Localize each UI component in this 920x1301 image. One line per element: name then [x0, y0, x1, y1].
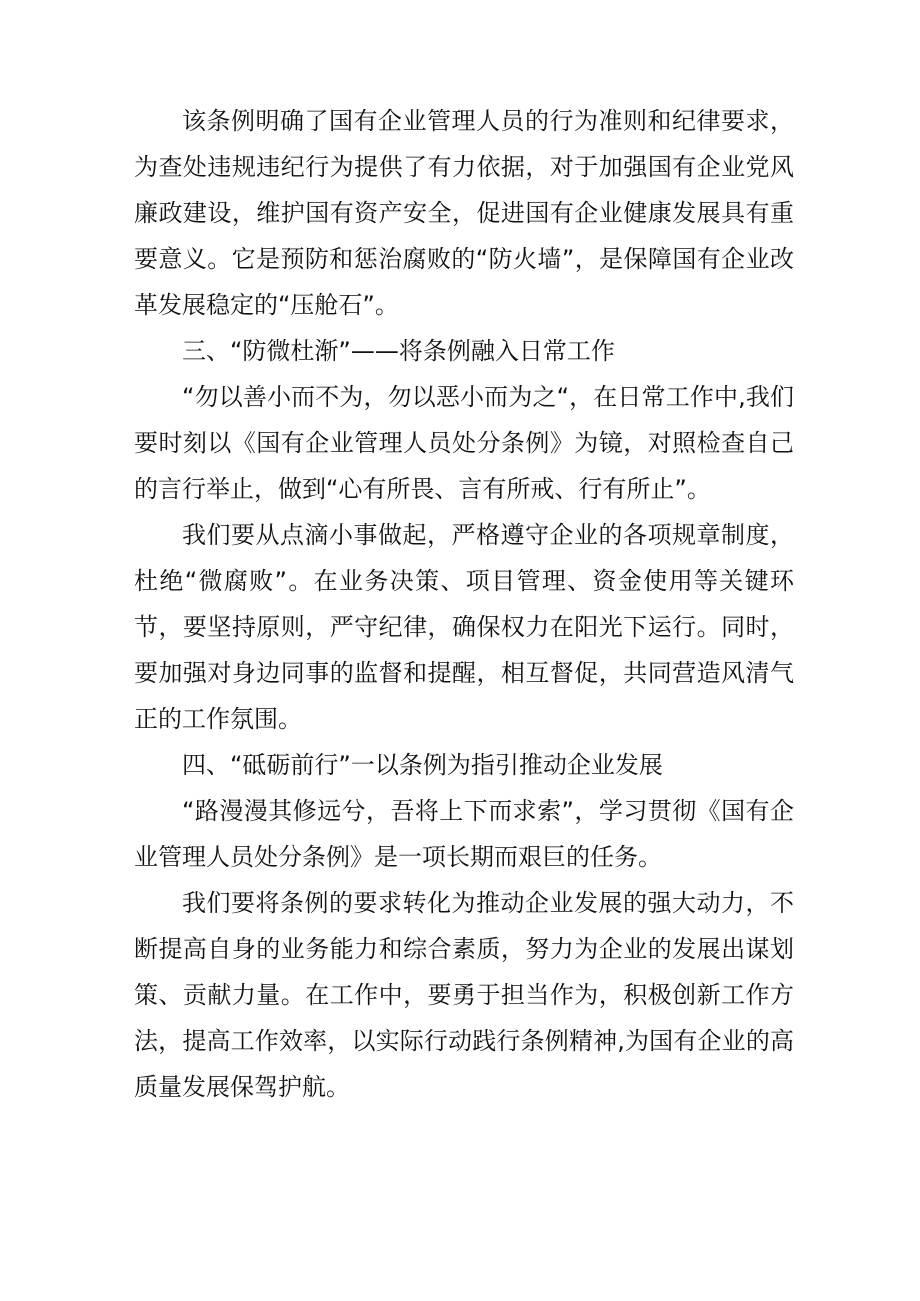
paragraph-small-matters: 我们要从点滴小事做起，严格遵守企业的各项规章制度，杜绝“微腐败”。在业务决策、项目管理、资金使用等关键环节，要坚持原则，严守纪律，确保权力在阳光下运行。同时，要加强对身边同事的监督和提醒，相互督促，共同营造风清气正的工作氛围。	[134, 521, 794, 733]
section-heading-four: 四、“砥砺前行”一以条例为指引推动企业发展	[182, 751, 663, 779]
section-heading-three: 三、“防微杜渐”——将条例融入日常工作	[182, 337, 615, 365]
paragraph-daily-work-quote: “勿以善小而不为，勿以恶小而为之“，在日常工作中,我们要时刻以《国有企业管理人员处分条例》为镜，对照检查自己的言行举止，做到“心有所畏、言有所戒、行有所止”。	[134, 383, 794, 503]
paragraph-long-road-quote: “路漫漫其修远兮，吾将上下而求索”，学习贯彻《国有企业管理人员处分条例》是一项长期而艰巨的任务。	[134, 797, 794, 871]
document-body	[134, 98, 794, 1110]
paragraph-significance: 该条例明确了国有企业管理人员的行为准则和纪律要求，为查处违规违纪行为提供了有力依据，对于加强国有企业党风廉政建设，维护国有资产安全，促进国有企业健康发展具有重要意义。它是预防和惩治腐败的“防火墙”，是保障国有企业改革发展稳定的“压舱石”。	[134, 107, 794, 319]
paragraph-driving-force: 我们要将条例的要求转化为推动企业发展的强大动力，不断提高自身的业务能力和综合素质，努力为企业的发展出谋划策、贡献力量。在工作中，要勇于担当作为，积极创新工作方法，提高工作效率，以实际行动践行条例精神,为国有企业的高质量发展保驾护航。	[134, 889, 794, 1101]
